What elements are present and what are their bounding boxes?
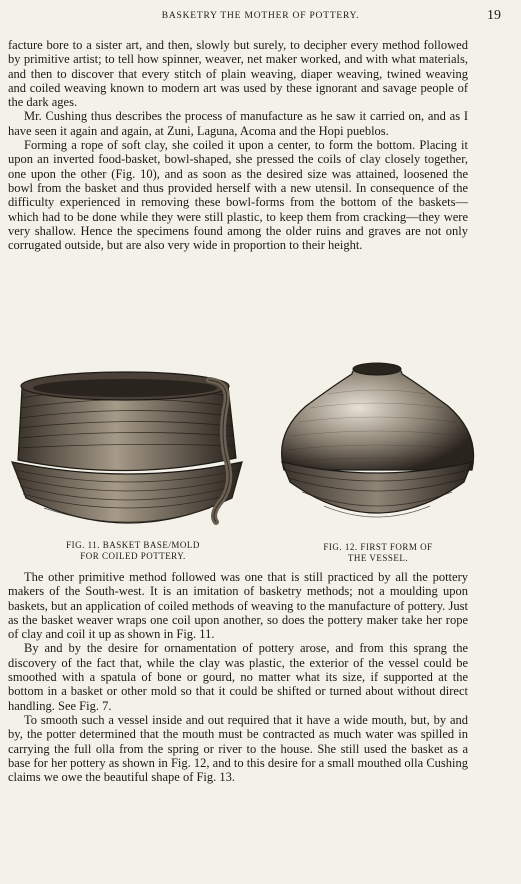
first-vessel-illustration <box>268 358 486 536</box>
caption-line: FIG. 12. FIRST FORM OF <box>323 542 433 552</box>
caption-line: FOR COILED POTTERY. <box>80 551 186 561</box>
figure-12-caption <box>278 542 478 564</box>
paragraph: Mr. Cushing thus describes the process of manufacture as he saw it carried on, and as I have seen it again and again, at Zuni, Laguna, Acoma and the Hopi pueblos. <box>8 109 468 138</box>
paragraph: The other primitive method followed was one that is still practiced by all the pottery makers of the South-west. It is an imitation of basketry methods; not a moulding upon baskets, but an application of coiled methods of weaving to the manufacture of pottery. Just as the basket weaver wraps one coil upon another, so does the pottery maker take her rope of clay and coil it up as shown in Fig. 11. <box>8 570 468 642</box>
page-header <box>8 8 513 26</box>
text-block-bottom <box>8 570 468 784</box>
caption-line: FIG. 11. BASKET BASE/MOLD <box>66 540 200 550</box>
figures-row <box>0 356 521 566</box>
text-block-top <box>8 38 468 252</box>
page-number: 19 <box>487 8 501 23</box>
caption-line: THE VESSEL. <box>347 553 409 563</box>
basket-mold-illustration <box>4 358 259 536</box>
paragraph: To smooth such a vessel inside and out required that it have a wide mouth, but, by and by, the potter determined that the mouth must be contracted as much water was spilled in carrying the full olla from the spring or river to the house. She still used the basket as a base for her pottery as shown in Fig. 12, and to this desire for a small mouthed olla Cushing claims we owe the beautiful shape of Fig. 13. <box>8 712 468 785</box>
figure-12-first-vessel <box>268 358 486 536</box>
running-head: BASKETRY THE MOTHER OF POTTERY. <box>161 11 360 21</box>
paragraph: facture bore to a sister art, and then, slowly but surely, to decipher every method followed by primitive artist; to tell how spinner, weaver, net maker worked, and with what materials, and then to discover that every stitch of plain weaving, diaper weaving, twined weaving and coiled weaving known to modern art was used by these ignorant and savage people of the dark ages. <box>8 38 468 110</box>
paragraph: By and by the desire for ornamentation of pottery arose, and from this sprang the discovery of the fact that, while the clay was plastic, the exterior of the vessel could be smoothed with a spatula of bone or gourd, no matter what its size, if supported at the bottom in a basket or other mold so that it could be shifted or turned about without direct handling. See Fig. 7. <box>8 641 468 713</box>
figure-11-basket-mold <box>4 358 259 536</box>
paragraph: Forming a rope of soft clay, she coiled it upon a center, to form the bottom. Placing it upon an inverted food-basket, bowl-shaped, she pressed the coils of clay closely together, one upon the other (Fig. 10), and as soon as the desired size was attained, loosened the bowl from the basket and thus provided herself with a new utensil. In consequence of the difficulty experienced in removing these bowl-forms from the bottom of the baskets—which had to be done while they were still plastic, to keep them from cracking—they were very shallow. Hence the specimens found among the older ruins and graves are not only corrugated outside, but are also very wide in proportion to their height. <box>8 138 468 253</box>
figure-11-caption <box>18 540 248 562</box>
